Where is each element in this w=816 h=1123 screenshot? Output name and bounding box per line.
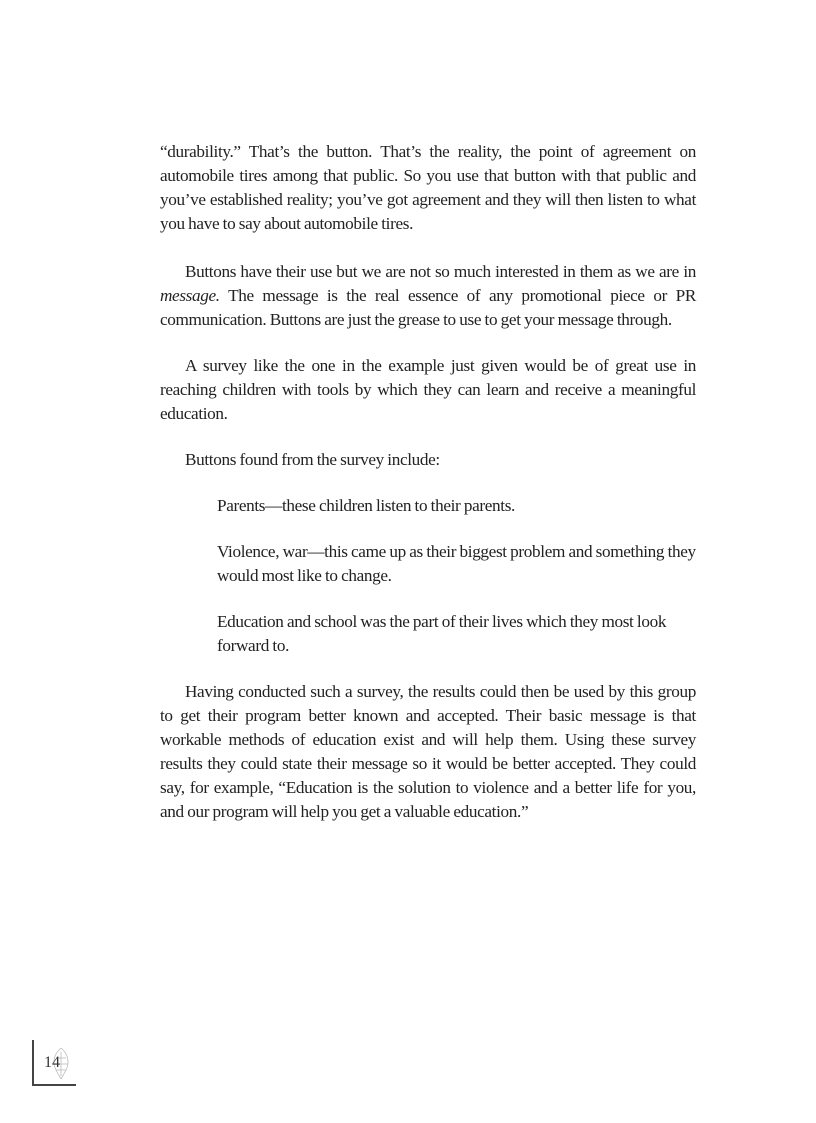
paragraph-message bbox=[160, 260, 696, 332]
paragraph-buttons-found: Buttons found from the survey include: bbox=[185, 450, 440, 469]
list-item-parents: Parents—these children listen to their parents. bbox=[217, 496, 515, 515]
page-body bbox=[160, 140, 696, 846]
paragraph-durability: “durability.” That’s the button. That’s the reality, the point of agreement on automobile tires among that public. So you use that button with that public and you’ve established reality; you’ve got agreement and they will then listen to what you have to say about automobile tires. bbox=[160, 142, 696, 233]
page-number: 14 bbox=[44, 1054, 60, 1071]
paragraph-message-end: The message is the real essence of any promotional piece or PR communication. Buttons are just the grease to use to get your message through. bbox=[160, 286, 696, 329]
list-item-violence: Violence, war—this came up as their biggest problem and something they would most like to change. bbox=[217, 542, 696, 585]
page-number-frame bbox=[32, 1040, 76, 1086]
paragraph-survey: A survey like the one in the example just given would be of great use in reaching children with tools by which they can learn and receive a meaningful education. bbox=[160, 356, 696, 423]
list-item-education: Education and school was the part of their lives which they most look forward to. bbox=[217, 612, 667, 655]
message-emphasis: message. bbox=[160, 286, 220, 305]
paragraph-conclusion: Having conducted such a survey, the results could then be used by this group to get their program better known and accepted. Their basic message is that workable methods of education exist and will help them. Using these survey results they could state their message so it would be better accepted. They could say, for example, “Education is the solution to violence and a better life for you, and our program will help you get a valuable education.” bbox=[160, 682, 696, 821]
paragraph-message-start: Buttons have their use but we are not so much interested in them as we are in bbox=[185, 262, 696, 281]
